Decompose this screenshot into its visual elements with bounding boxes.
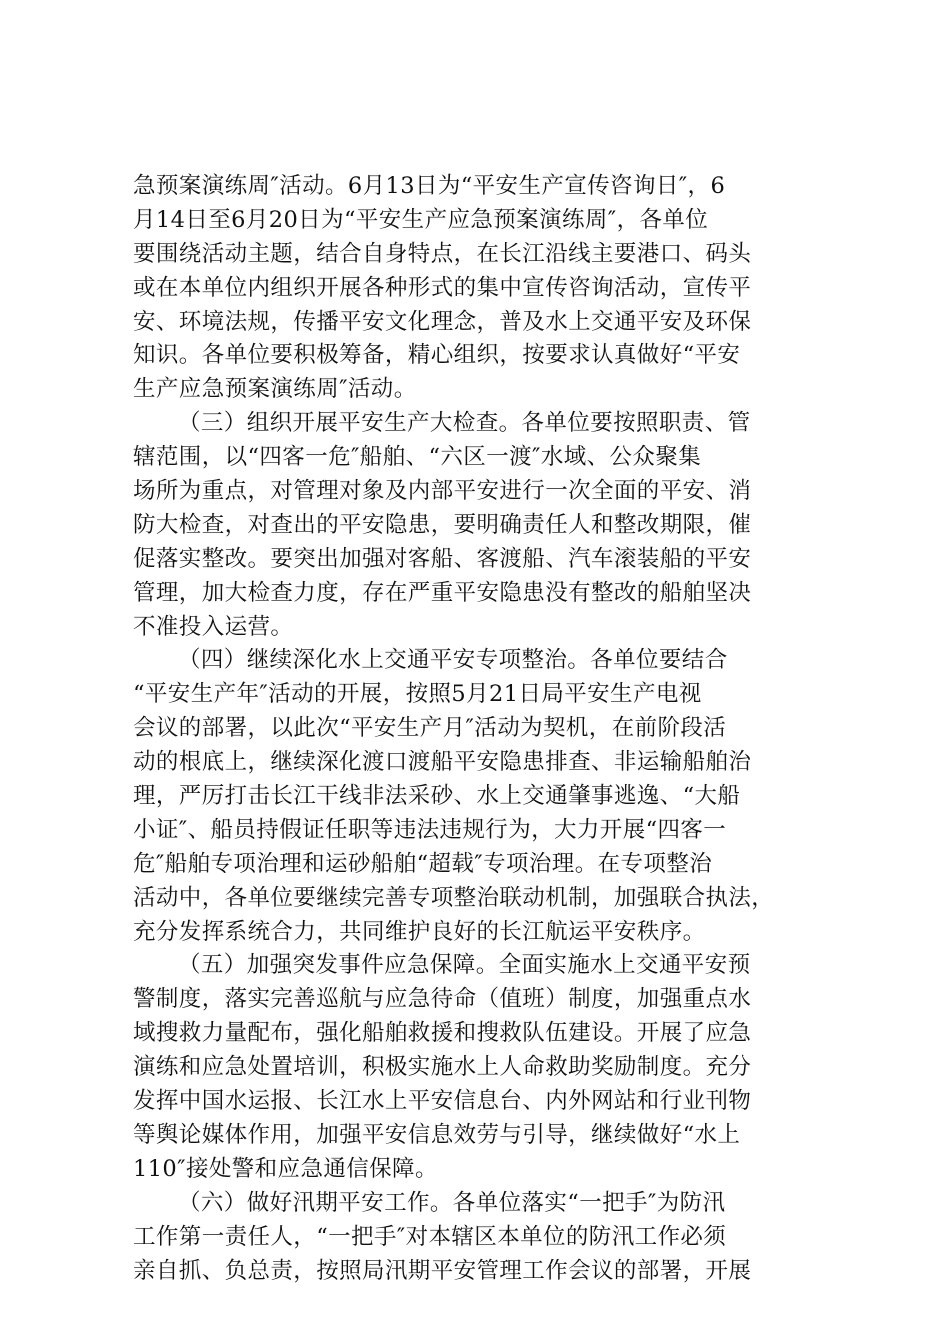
text-line: 生产应急预案演练周″活动。 (133, 376, 417, 403)
section-heading-line: （五）加强突发事件应急保障。全面实施水上交通平安预 (178, 952, 751, 979)
text-line: 动的根底上，继续深化渡口渡船平安隐患排查、非运输船舶治 (133, 749, 752, 776)
text-line: 小证″、船员持假证任职等违法违规行为，大力开展“四客一 (133, 816, 727, 843)
text-line: 活动中，各单位要继续完善专项整治联动机制，加强联合执法， (133, 884, 775, 911)
text-line: 安、环境法规，传播平安文化理念，普及水上交通平安及环保 (133, 308, 752, 335)
text-line: 充分发挥系统合力，共同维护良好的长江航运平安秩序。 (133, 918, 706, 945)
text-line: 会议的部署，以此次“平安生产月″活动为契机，在前阶段活 (133, 715, 727, 742)
text-line: 演练和应急处置培训，积极实施水上人命救助奖励制度。充分 (133, 1054, 752, 1081)
text-line: 或在本单位内组织开展各种形式的集中宣传咨询活动，宣传平 (133, 274, 752, 301)
section-heading-line: （四）继续深化水上交通平安专项整治。各单位要结合 (178, 647, 728, 674)
text-line: 等舆论媒体作用，加强平安信息效劳与引导，继续做好“水上 (133, 1121, 741, 1148)
document-body (133, 170, 823, 1288)
text-line: 促落实整改。要突出加强对客船、客渡船、汽车滚装船的平安 (133, 545, 752, 572)
text-line: 110″接处警和应急通信保障。 (133, 1155, 438, 1182)
text-line: 要围绕活动主题，结合自身特点，在长江沿线主要港口、码头 (133, 240, 752, 267)
section-heading-line: （三）组织开展平安生产大检查。各单位要按照职责、管 (178, 410, 751, 437)
text-line: 警制度，落实完善巡航与应急待命（值班）制度，加强重点水 (133, 986, 752, 1013)
text-line: 防大检查，对查出的平安隐患，要明确责任人和整改期限，催 (133, 511, 752, 538)
text-line: 管理，加大检查力度，存在严重平安隐患没有整改的船舶坚决 (133, 579, 752, 606)
text-line: “平安生产年″活动的开展，按照5月21日局平安生产电视 (133, 681, 702, 708)
text-line: 发挥中国水运报、长江水上平安信息台、内外网站和行业刊物 (133, 1088, 752, 1115)
text-line: 危″船舶专项治理和运砂船舶“超载″专项治理。在专项整治 (133, 850, 713, 877)
text-line: 域搜救力量配布，强化船舶救援和搜救队伍建设。开展了应急 (133, 1020, 752, 1047)
text-line: 急预案演练周″活动。6月13日为“平安生产宣传咨询日″，6 (133, 173, 726, 199)
text-line: 工作第一责任人，“一把手″对本辖区本单位的防汛工作必须 (133, 1223, 727, 1250)
text-line: 月14日至6月20日为“平安生产应急预案演练周″，各单位 (133, 206, 709, 233)
text-line: 辖范围，以“四客一危″船舶、“六区一渡″水域、公众聚集 (133, 444, 702, 471)
text-line: 理，严厉打击长江干线非法采砂、水上交通肇事逃逸、“大船 (133, 783, 741, 810)
text-line: 场所为重点，对管理对象及内部平安进行一次全面的平安、消 (133, 478, 752, 505)
text-line: 不准投入运营。 (133, 613, 294, 640)
text-line: 亲自抓、负总责，按照局汛期平安管理工作会议的部署，开展 (133, 1257, 752, 1284)
text-line: 知识。各单位要积极筹备，精心组织，按要求认真做好“平安 (133, 342, 741, 369)
section-heading-line: （六）做好汛期平安工作。各单位落实“一把手″为防汛 (178, 1189, 726, 1216)
